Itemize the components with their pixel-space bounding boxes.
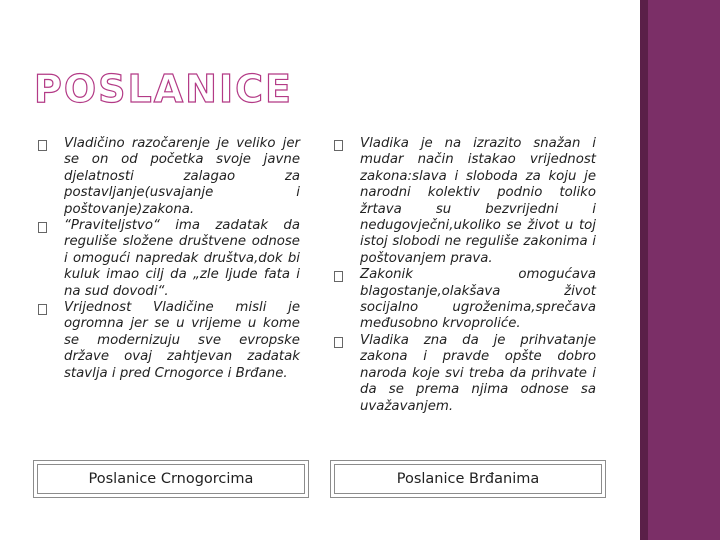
- list-item: [38, 136, 300, 218]
- square-bullet-icon: [334, 271, 343, 282]
- list-item-text: Vladičino razočarenje je veliko jer se on od početka svoje javne djelatnosti zalagao za postavljanje(usvajanje i poštovanje)zakona.: [64, 136, 300, 217]
- list-item-text: Vladika je na izrazito snažan i mudar način istakao vrijednost zakona:slava i sloboda za koju je narodni kolektiv podnio toliko žrtava su bezvrijedni i nedugovječni,ukoliko se život u toj istoj slobodi ne reguliše zakonima i poštovanjem prava.: [360, 136, 596, 266]
- list-item-text: Zakonik omogućava blagostanje,olakšava život socijalno ugroženima,sprečava međusobno krvoproliće.: [360, 267, 596, 332]
- square-bullet-icon: [334, 140, 343, 151]
- square-bullet-icon: [38, 304, 47, 315]
- poslanice-brdanima-button[interactable]: Poslanice Brđanima: [330, 460, 606, 498]
- slide-title: POSLANICE: [34, 67, 293, 111]
- right-bullet-list: [334, 136, 596, 415]
- square-bullet-icon: [38, 140, 47, 151]
- list-item-text: “Praviteljstvo“ ima zadatak da reguliše složene društvene odnose i omogući napredak društva,dok bi kuluk imao cilj da „zle ljude fata i na sud dovodi“.: [64, 218, 300, 299]
- decorative-sidebar-stripe: [648, 0, 720, 540]
- list-item: [38, 218, 300, 300]
- list-item: [334, 333, 596, 415]
- list-item-text: Vrijednost Vladičine misli je ogromna jer se u vrijeme u kome se modernizuju sve evropske države ovaj zahtjevan zadatak stavlja i pred Crnogorce i Brđane.: [64, 300, 300, 381]
- square-bullet-icon: [334, 337, 343, 348]
- list-item: [38, 300, 300, 382]
- list-item: [334, 136, 596, 267]
- left-bullet-list: [38, 136, 300, 382]
- list-item: [334, 267, 596, 333]
- decorative-stripe-thin: [640, 0, 648, 540]
- poslanice-crnogorcima-button[interactable]: Poslanice Crnogorcima: [33, 460, 309, 498]
- list-item-text: Vladika zna da je prihvatanje zakona i pravde opšte dobro naroda koje svi treba da prihvate i da se prema njima odnose sa uvažavanjem.: [360, 332, 596, 414]
- square-bullet-icon: [38, 222, 47, 233]
